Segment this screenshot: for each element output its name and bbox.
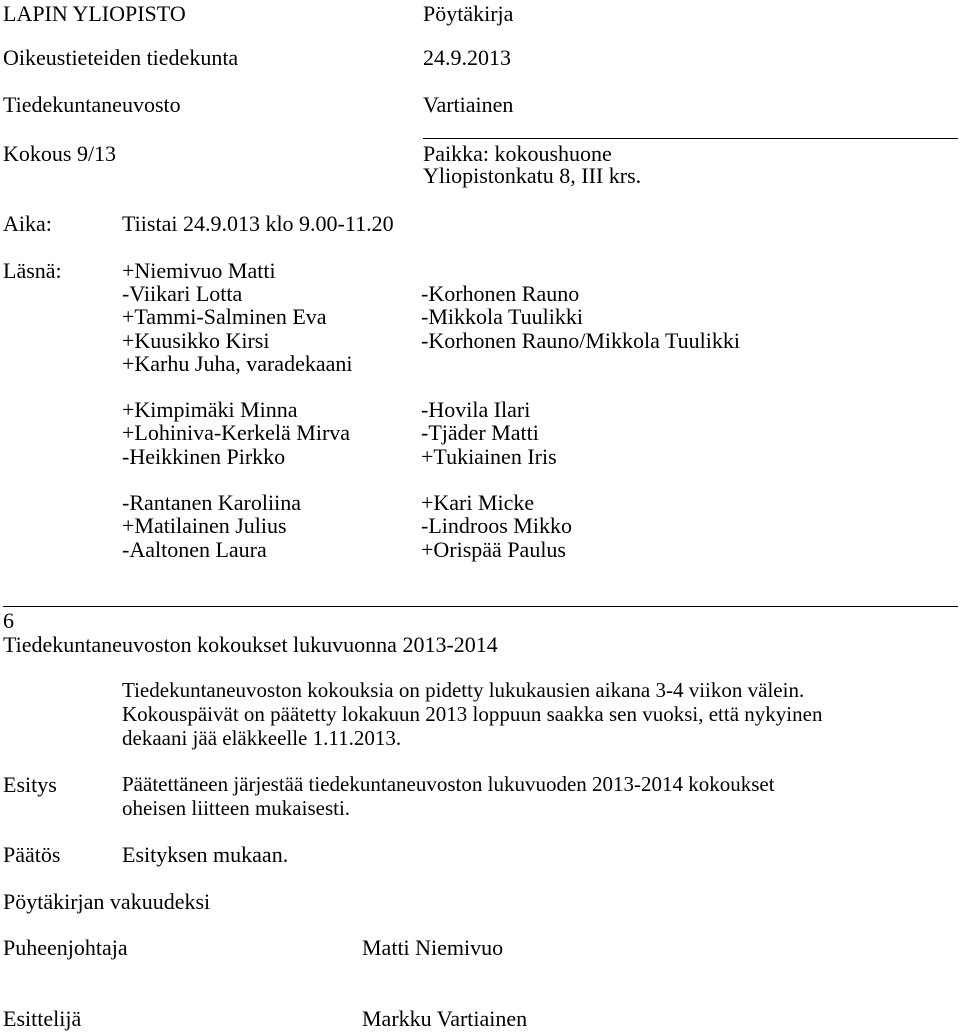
substitute: -Korhonen Rauno/Mikkola Tuulikki [421, 328, 741, 353]
attendee: -Aaltonen Laura [122, 537, 267, 562]
header-divider [423, 138, 958, 139]
presenter-name: Markku Vartiainen [362, 1006, 528, 1031]
attendee: +Matilainen Julius [122, 513, 287, 538]
meeting-place: Paikka: kokoushuone [423, 141, 612, 166]
decision-label: Päätös [3, 842, 61, 867]
item-number: 6 [3, 608, 14, 633]
meeting-number: Kokous 9/13 [3, 141, 117, 166]
attendee: +Lohiniva-Kerkelä Mirva [122, 420, 351, 445]
document-date: 24.9.2013 [423, 45, 511, 70]
university-name: LAPIN YLIOPISTO [3, 1, 186, 26]
item-body-line: Tiedekuntaneuvoston kokouksia on pidetty lukukausien aikana 3-4 viikon välein. [122, 678, 805, 702]
presenter-label: Esittelijä [3, 1006, 82, 1031]
substitute: +Tukiainen Iris [421, 444, 557, 469]
meeting-address: Yliopistonkatu 8, III krs. [423, 163, 642, 188]
document-type: Pöytäkirja [423, 1, 514, 26]
substitute: -Mikkola Tuulikki [421, 304, 583, 329]
substitute: -Tjäder Matti [421, 420, 539, 445]
chair-name: Matti Niemivuo [362, 935, 504, 960]
attendee: +Karhu Juha, varadekaani [122, 351, 353, 376]
time-value: Tiistai 24.9.013 klo 9.00-11.20 [122, 211, 394, 236]
attendee: +Kimpimäki Minna [122, 397, 298, 422]
proposal-line: Päätettäneen järjestää tiedekuntaneuvoston lukuvuoden 2013-2014 kokoukset [122, 772, 775, 796]
decision-text: Esityksen mukaan. [122, 842, 289, 867]
attendee: +Kuusikko Kirsi [122, 328, 270, 353]
substitute: +Kari Micke [421, 490, 535, 515]
signatures-heading: Pöytäkirjan vakuudeksi [3, 889, 211, 914]
item-body-line: dekaani jää eläkkeelle 1.11.2013. [122, 726, 402, 750]
faculty-name: Oikeustieteiden tiedekunta [3, 45, 239, 70]
item-body-line: Kokouspäivät on päätetty lokakuun 2013 loppuun saakka sen vuoksi, että nykyinen [122, 702, 823, 726]
item-title: Tiedekuntaneuvoston kokoukset lukuvuonna 2013-2014 [3, 632, 498, 657]
attendee: +Niemivuo Matti [122, 258, 276, 283]
item-divider [3, 606, 958, 607]
substitute: -Korhonen Rauno [421, 281, 580, 306]
substitute: -Hovila Ilari [421, 397, 531, 422]
chair-label: Puheenjohtaja [3, 935, 128, 960]
attendee: -Heikkinen Pirkko [122, 444, 286, 469]
attendance-label: Läsnä: [3, 258, 62, 283]
substitute: +Orispää Paulus [421, 537, 566, 562]
attendee: -Viikari Lotta [122, 281, 243, 306]
attendee: -Rantanen Karoliina [122, 490, 301, 515]
attendee: +Tammi-Salminen Eva [122, 304, 327, 329]
council-name: Tiedekuntaneuvosto [3, 92, 181, 117]
proposal-line: oheisen liitteen mukaisesti. [122, 796, 351, 820]
document-author: Vartiainen [423, 92, 514, 117]
substitute: -Lindroos Mikko [421, 513, 572, 538]
proposal-label: Esitys [3, 772, 57, 797]
time-label: Aika: [3, 211, 52, 236]
